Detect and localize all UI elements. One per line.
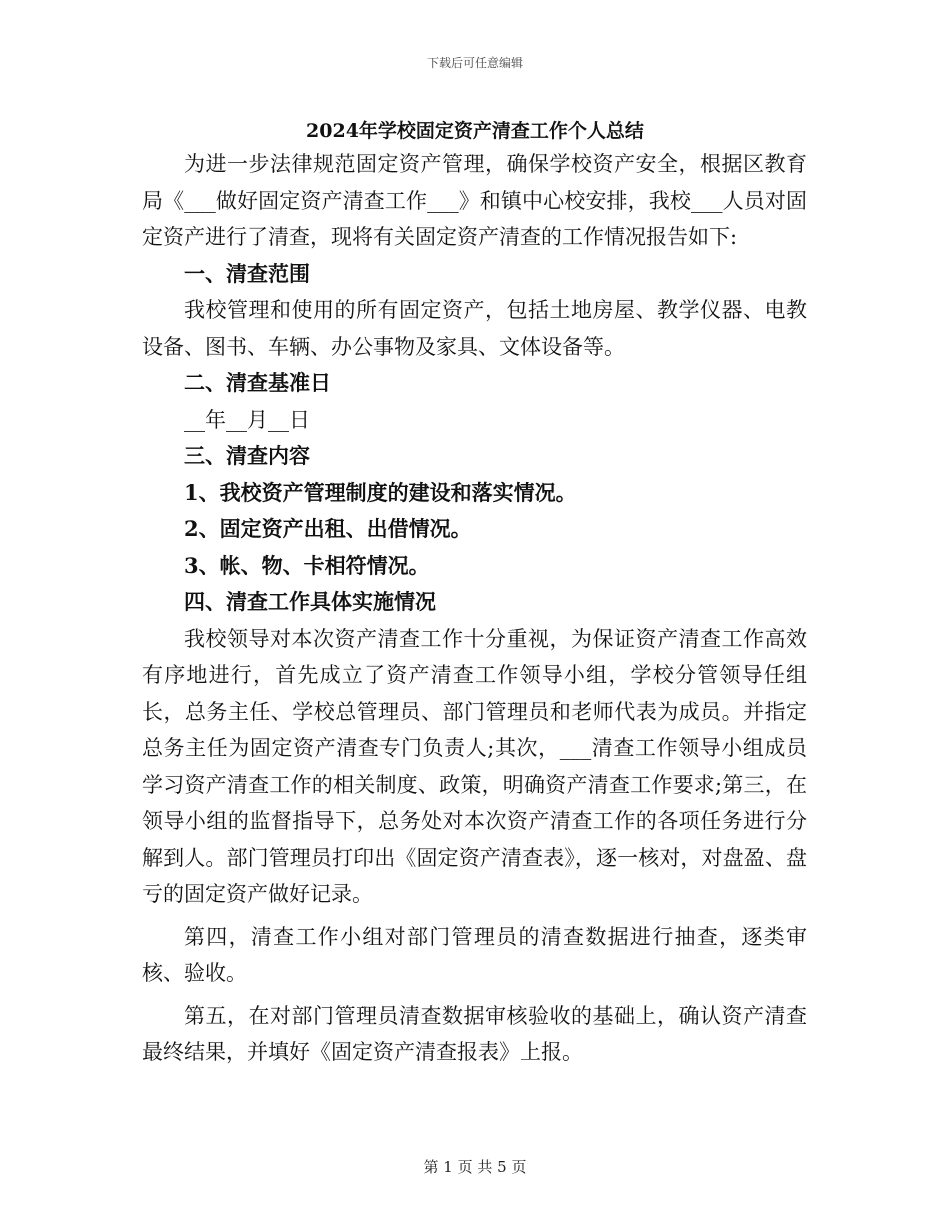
- section-heading-implementation: 四、清查工作具体实施情况: [184, 589, 436, 614]
- scope-paragraph: 我校管理和使用的所有固定资产，包括土地房屋、教学仪器、电教设备、图书、车辆、办公事物及家具、文体设备等。: [142, 298, 807, 359]
- section-heading-base-date: 二、清查基准日: [184, 370, 331, 395]
- fourth-step-paragraph: 第四，清查工作小组对部门管理员的清查数据进行抽查，逐类审核、验收。: [142, 924, 807, 985]
- section-heading-scope: 一、清查范围: [184, 260, 310, 286]
- document-body: [142, 146, 807, 1071]
- intro-paragraph: 为进一步法律规范固定资产管理，确保学校资产安全，根据区教育局《___做好固定资产清查工作___》和镇中心校安排，我校___人员对固定资产进行了清查，现将有关固定资产清查的工作情况报告如下:: [142, 152, 807, 249]
- document-title: 2024年学校固定资产清查工作个人总结: [306, 120, 644, 142]
- fifth-step-paragraph: 第五，在对部门管理员清查数据审核验收的基础上，确认资产清查最终结果，并填好《固定资产清查报表》上报。: [142, 1003, 807, 1064]
- content-item-3: 3、帐、物、卡相符情况。: [184, 552, 430, 578]
- page-footer: 第 1 页 共 5 页: [423, 1158, 527, 1176]
- content-item-1: 1、我校资产管理制度的建设和落实情况。: [184, 479, 577, 505]
- content-item-2: 2、固定资产出租、出借情况。: [184, 516, 472, 541]
- implementation-paragraph: 我校领导对本次资产清查工作十分重视，为保证资产清查工作高效有序地进行，首先成立了资产清查工作领导小组，学校分管领导任组长，总务主任、学校总管理员、部门管理员和老师代表为成员。并指定总务主任为固定资产清查专门负责人;其次，___清查工作领导小组成员学习资产清查工作的相关制度、政策，明确资产清查工作要求;第三，在领导小组的监督指导下，总务处对本次资产清查工作的各项任务进行分解到人。部门管理员打印出《固定资产清查表》，逐一核对，对盘盈、盘亏的固定资产做好记录。: [142, 626, 807, 906]
- base-date-paragraph: __年__月__日: [184, 407, 310, 432]
- header-note: 下载后可任意编辑: [426, 56, 523, 70]
- section-heading-content: 三、清查内容: [184, 443, 310, 468]
